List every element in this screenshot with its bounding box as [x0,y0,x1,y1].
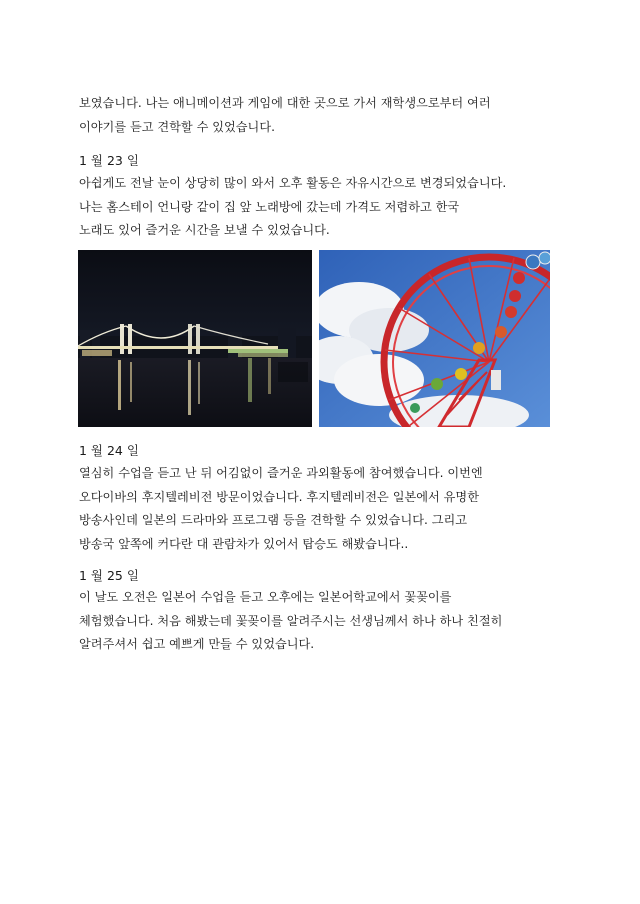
text-line: 보였습니다. 나는 애니메이션과 게임에 대한 곳으로 가서 재학생으로부터 여러 [79,96,491,110]
text-line: 이야기를 듣고 견학할 수 있었습니다. [79,119,275,134]
text-line: 나는 홈스테이 언니랑 같이 집 앞 노래방에 갔는데 가격도 저렴하고 한국 [79,199,460,214]
text-line: 열심히 수업을 듣고 난 뒤 어김없이 즐거운 과외활동에 참여했습니다. 이번엔 [79,466,483,480]
photo-night-bridge [78,250,312,427]
photo-ferris-wheel [319,250,550,427]
entry-date-jan-23: 1 월 23 일 [79,153,139,168]
entry-date-jan-24: 1 월 24 일 [79,443,139,458]
text-line: 아쉽게도 전날 눈이 상당히 많이 와서 오후 활동은 자유시간으로 변경되었습니다. [79,176,507,190]
text-line: 체험했습니다. 처음 해봤는데 꽃꽂이를 알려주시는 선생님께서 하나 하나 친절히 [79,613,503,628]
text-line: 알려주셔서 쉽고 예쁘게 만들 수 있었습니다. [79,637,315,651]
entry-date-jan-25: 1 월 25 일 [79,568,139,583]
entry-paragraph-jan-25 [79,586,579,657]
text-line: 방송사인데 일본의 드라마와 프로그램 등을 견학할 수 있었습니다. 그리고 [79,513,468,527]
entry-paragraph-jan-24 [79,462,579,556]
text-line: 오다이바의 후지텔레비전 방문이었습니다. 후지텔레비전은 일본에서 유명한 [79,489,479,504]
entry-paragraph-jan-23 [79,172,579,243]
text-line: 이 날도 오전은 일본어 수업을 듣고 오후에는 일본어학교에서 꽃꽂이를 [79,590,452,604]
text-line: 방송국 앞쪽에 커다란 대 관람차가 있어서 탑승도 해봤습니다.. [79,536,409,551]
text-line: 노래도 있어 즐거운 시간을 보낼 수 있었습니다. [79,223,330,237]
intro-paragraph [79,92,579,139]
